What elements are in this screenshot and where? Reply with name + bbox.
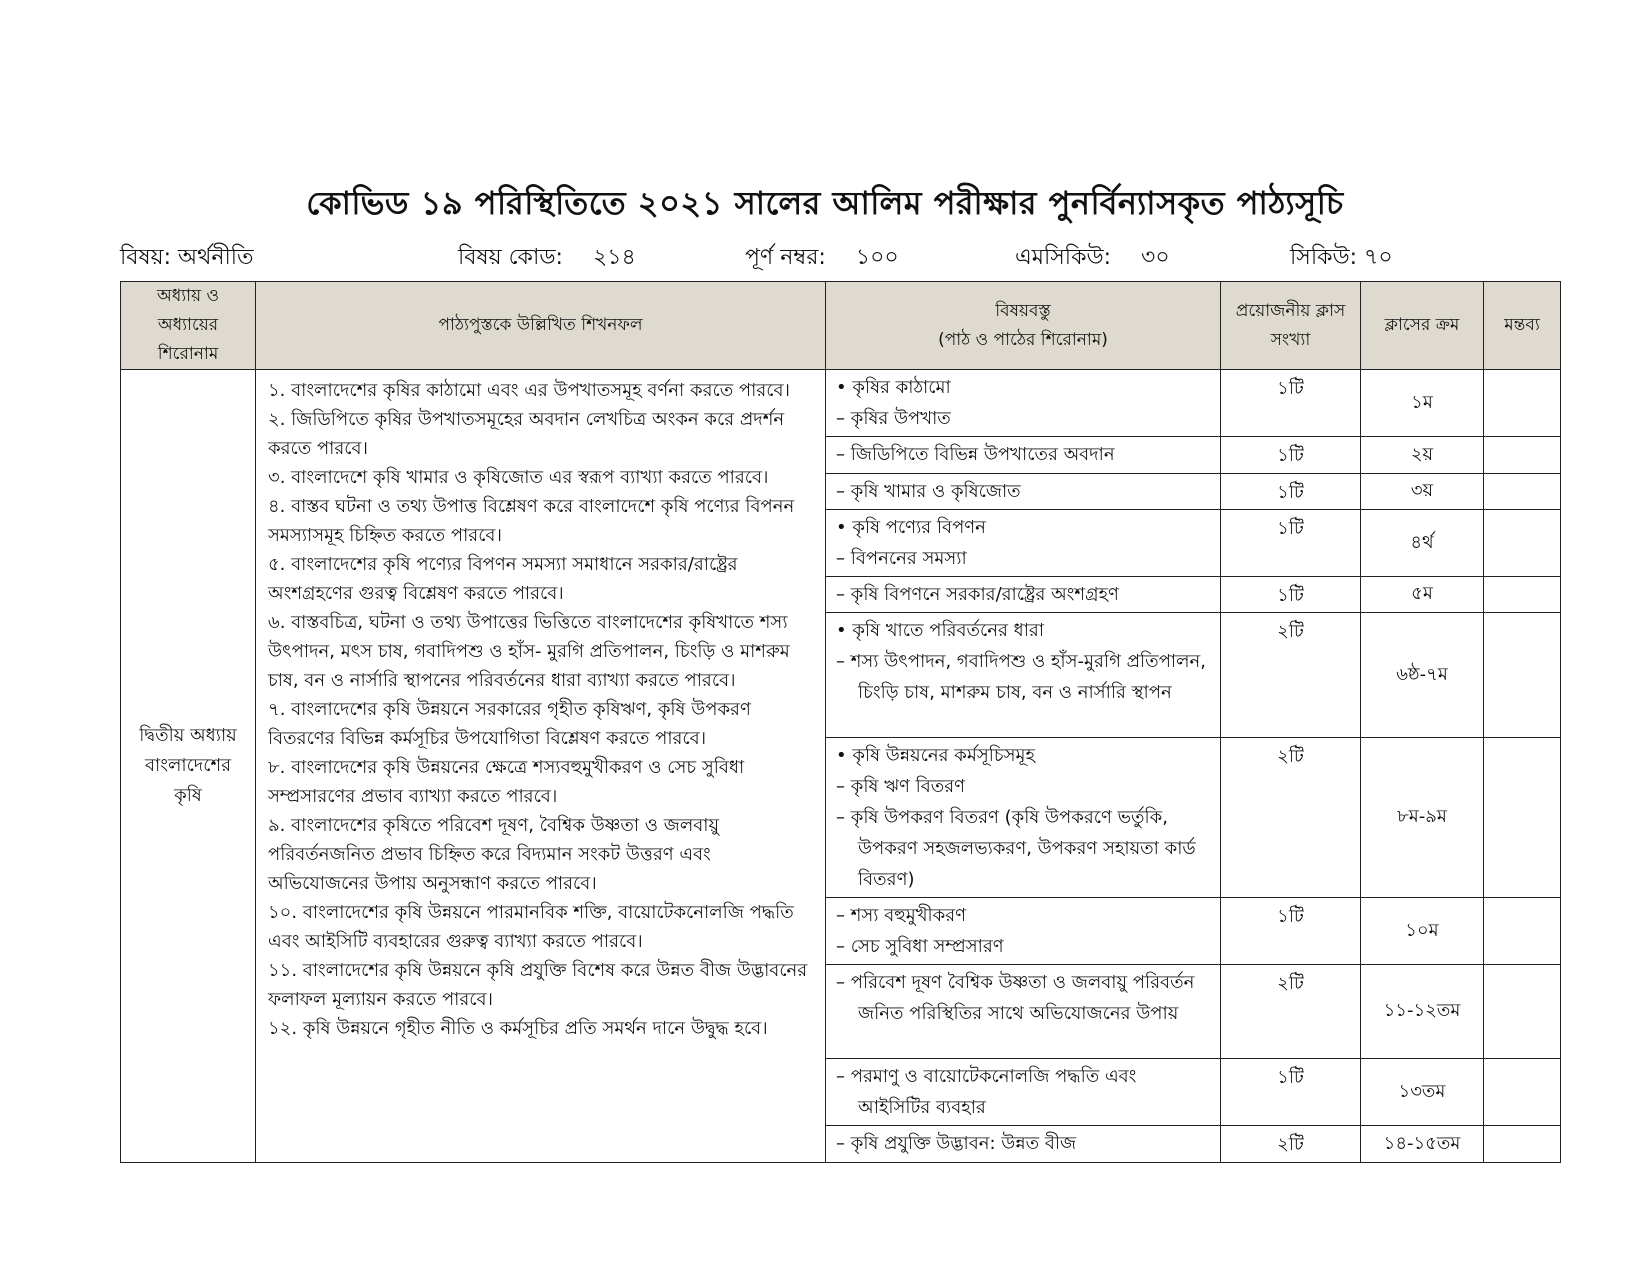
mcq-label: এমসিকিউ: — [1015, 245, 1112, 270]
remarks-cell — [1484, 613, 1561, 738]
class-count: ১টি — [1221, 510, 1361, 577]
class-count: ১টি — [1221, 898, 1361, 965]
subject-code-label: বিষয় কোড: — [458, 245, 563, 270]
content-line: – শস্য বহুমুখীকরণ — [836, 905, 967, 926]
content-line: – কৃষির উপখাত — [836, 408, 951, 429]
content-cell — [826, 437, 1221, 474]
remarks-cell — [1484, 738, 1561, 898]
outcome-item: ২. জিডিপিতে কৃষির উপখাতসমূহের অবদান লেখচিত্র অংকন করে প্রদর্শন করতে পারবে। — [268, 409, 785, 459]
table-header-row — [121, 282, 1561, 370]
class-order: ২য় — [1361, 437, 1484, 474]
content-cell — [826, 370, 1221, 437]
class-count: ১টি — [1221, 577, 1361, 613]
content-line: – কৃষি উপকরণ বিতরণ (কৃষি উপকরণে ভর্তুকি, উপকরণ সহজলভ্যকরণ, উপকরণ সহায়তা কার্ড বিতরণ) — [836, 807, 1196, 890]
full-marks — [745, 240, 899, 277]
content-line: • কৃষি উন্নয়নের কর্মসূচিসমূহ — [836, 745, 1035, 766]
remarks-cell — [1484, 437, 1561, 474]
header-outcomes: পাঠ্যপুস্তকে উল্লিখিত শিখনফল — [256, 282, 826, 370]
class-count: ১টি — [1221, 1059, 1361, 1126]
remarks-cell — [1484, 370, 1561, 437]
content-cell — [826, 898, 1221, 965]
outcome-item: ৫. বাংলাদেশের কৃষি পণ্যের বিপণন সমস্যা সমাধানে সরকার/রাষ্ট্রের অংশগ্রহণের গুরত্ব বিশ্লেষণ করতে পারবে। — [268, 554, 738, 604]
syllabus-table — [120, 281, 1561, 1163]
class-count: ১টি — [1221, 437, 1361, 474]
subject-label: বিষয়: অর্থনীতি — [120, 245, 254, 270]
content-line: – কৃষি খামার ও কৃষিজোত — [836, 481, 1021, 502]
class-count: ১টি — [1221, 370, 1361, 437]
class-order: ১ম — [1361, 370, 1484, 437]
header-chapter: অধ্যায় ও অধ্যায়ের শিরোনাম — [121, 282, 256, 370]
content-line: – কৃষি ঋণ বিতরণ — [836, 776, 966, 797]
header-content: বিষয়বস্তু (পাঠ ও পাঠের শিরোনাম) — [826, 282, 1221, 370]
outcome-item: ৩. বাংলাদেশে কৃষি খামার ও কৃষিজোত এর স্বরূপ ব্যাখ্যা করতে পারবে। — [268, 467, 769, 488]
class-count: ২টি — [1221, 1126, 1361, 1163]
outcome-item: ৭. বাংলাদেশের কৃষি উন্নয়নে সরকারের গৃহীত কৃষিঋণ, কৃষি উপকরণ বিতরণের বিভিন্ন কর্মসূচির উপযোগিতা বিশ্লেষণ করতে পারবে। — [268, 699, 751, 749]
table-row — [121, 370, 1561, 437]
content-line: – বিপননের সমস্যা — [836, 548, 967, 569]
content-cell — [826, 965, 1221, 1059]
class-order: ৮ম-৯ম — [1361, 738, 1484, 898]
mcq-marks — [1015, 240, 1170, 277]
remarks-cell — [1484, 965, 1561, 1059]
cq-marks: সিকিউ: ৭০ — [1290, 245, 1393, 270]
class-count: ১টি — [1221, 474, 1361, 510]
content-line: • কৃষির কাঠামো — [836, 377, 951, 398]
content-line: – সেচ সুবিধা সম্প্রসারণ — [836, 936, 1004, 957]
remarks-cell — [1484, 898, 1561, 965]
content-cell — [826, 474, 1221, 510]
mcq-value: ৩০ — [1141, 245, 1170, 270]
content-line: • কৃষি খাতে পরিবর্তনের ধারা — [836, 620, 1045, 641]
header-order: ক্লাসের ক্রম — [1361, 282, 1484, 370]
outcome-item: ১. বাংলাদেশের কৃষির কাঠামো এবং এর উপখাতসমূহ বর্ণনা করতে পারবে। — [268, 380, 790, 401]
class-order: ১১-১২তম — [1361, 965, 1484, 1059]
content-line: – কৃষি প্রযুক্তি উদ্ভাবন: উন্নত বীজ — [836, 1133, 1077, 1154]
content-line: – শস্য উৎপাদন, গবাদিপশু ও হাঁস-মুরগি প্রতিপালন, চিংড়ি চাষ, মাশরুম চাষ, বন ও নার্সারি স্থাপন — [836, 651, 1207, 703]
content-cell — [826, 1059, 1221, 1126]
content-cell — [826, 510, 1221, 577]
class-count: ২টি — [1221, 738, 1361, 898]
content-line: – কৃষি বিপণনে সরকার/রাষ্ট্রের অংশগ্রহণ — [836, 584, 1119, 605]
outcome-item: ৮. বাংলাদেশের কৃষি উন্নয়নের ক্ষেত্রে শস্যবহুমুখীকরণ ও সেচ সুবিধা সম্প্রসারণের প্রভাব ব্যাখ্যা করতে পারবে। — [268, 757, 745, 807]
class-order: ৪র্থ — [1361, 510, 1484, 577]
content-line: – পরিবেশ দূষণ বৈশ্বিক উষ্ণতা ও জলবায়ু পরিবর্তন জনিত পরিস্থিতির সাথে অভিযোজনের উপায় — [836, 972, 1195, 1024]
chapter-title: দ্বিতীয় অধ্যায় বাংলাদেশের কৃষি — [121, 370, 256, 1163]
outcome-item: ১২. কৃষি উন্নয়নে গৃহীত নীতি ও কর্মসূচির প্রতি সমর্থন দানে উদ্বুদ্ধ হবে। — [268, 1018, 768, 1039]
outcome-item: ৪. বাস্তব ঘটনা ও তথ্য উপাত্ত বিশ্লেষণ করে বাংলাদেশে কৃষি পণ্যের বিপনন সমস্যাসমূহ চিহ্নিত করতে পারবে। — [268, 496, 795, 546]
remarks-cell — [1484, 510, 1561, 577]
class-order: ১৩তম — [1361, 1059, 1484, 1126]
class-order: ৬ষ্ঠ-৭ম — [1361, 613, 1484, 738]
content-cell — [826, 738, 1221, 898]
remarks-cell — [1484, 1059, 1561, 1126]
subject-code-value: ২১৪ — [592, 245, 636, 270]
content-line: – জিডিপিতে বিভিন্ন উপখাতের অবদান — [836, 444, 1115, 465]
class-order: ১০ম — [1361, 898, 1484, 965]
remarks-cell — [1484, 577, 1561, 613]
page-title: কোভিড ১৯ পরিস্থিতিতে ২০২১ সালের আলিম পরীক্ষার পুনর্বিন্যাসকৃত পাঠ্যসূচি — [306, 184, 1344, 222]
remarks-cell — [1484, 474, 1561, 510]
header-remarks: মন্তব্য — [1484, 282, 1561, 370]
content-cell — [826, 1126, 1221, 1163]
remarks-cell — [1484, 1126, 1561, 1163]
content-line: – পরমাণু ও বায়োটেকনোলজি পদ্ধতি এবং আইসিটির ব্যবহার — [836, 1066, 1137, 1118]
content-cell — [826, 577, 1221, 613]
class-order: ১৪-১৫তম — [1361, 1126, 1484, 1163]
outcome-item: ৯. বাংলাদেশের কৃষিতে পরিবেশ দূষণ, বৈশ্বিক উষ্ণতা ও জলবায়ু পরিবর্তনজনিত প্রভাব চিহ্নিত করে বিদ্যমান সংকট উত্তরণ এবং অভিযোজনের উপায় অনুসন্ধাণ করতে পারবে। — [268, 815, 720, 894]
outcome-item: ১০. বাংলাদেশের কৃষি উন্নয়নে পারমানবিক শক্তি, বায়োটেকনোলজি পদ্ধতি এবং আইসিটি ব্যবহারের গুরুত্ব ব্যাখ্যা করতে পারবে। — [268, 902, 794, 952]
class-order: ৫ম — [1361, 577, 1484, 613]
outcome-item: ৬. বাস্তবচিত্র, ঘটনা ও তথ্য উপাত্তের ভিত্তিতে বাংলাদেশের কৃষিখাতে শস্য উৎপাদন, মৎস চাষ, গবাদিপশু ও হাঁস- মুরগি প্রতিপালন, চিংড়ি ও মাশরুম চাষ, বন ও নার্সারি স্থাপনের পরিবর্তনের ধারা ব্যাখ্যা করতে পারবে। — [268, 612, 790, 691]
content-cell — [826, 613, 1221, 738]
class-count: ২টি — [1221, 965, 1361, 1059]
header-classes: প্রয়োজনীয় ক্লাস সংখ্যা — [1221, 282, 1361, 370]
learning-outcomes — [256, 370, 826, 1163]
class-order: ৩য় — [1361, 474, 1484, 510]
full-marks-label: পূর্ণ নম্বর: — [745, 245, 826, 270]
subject-code — [458, 240, 636, 277]
class-count: ২টি — [1221, 613, 1361, 738]
full-marks-value: ১০০ — [855, 245, 899, 270]
outcome-item: ১১. বাংলাদেশের কৃষি উন্নয়নে কৃষি প্রযুক্তি বিশেষ করে উন্নত বীজ উদ্ভাবনের ফলাফল মূল্যায়ন করতে পারবে। — [268, 960, 808, 1010]
content-line: • কৃষি পণ্যের বিপণন — [836, 517, 986, 538]
